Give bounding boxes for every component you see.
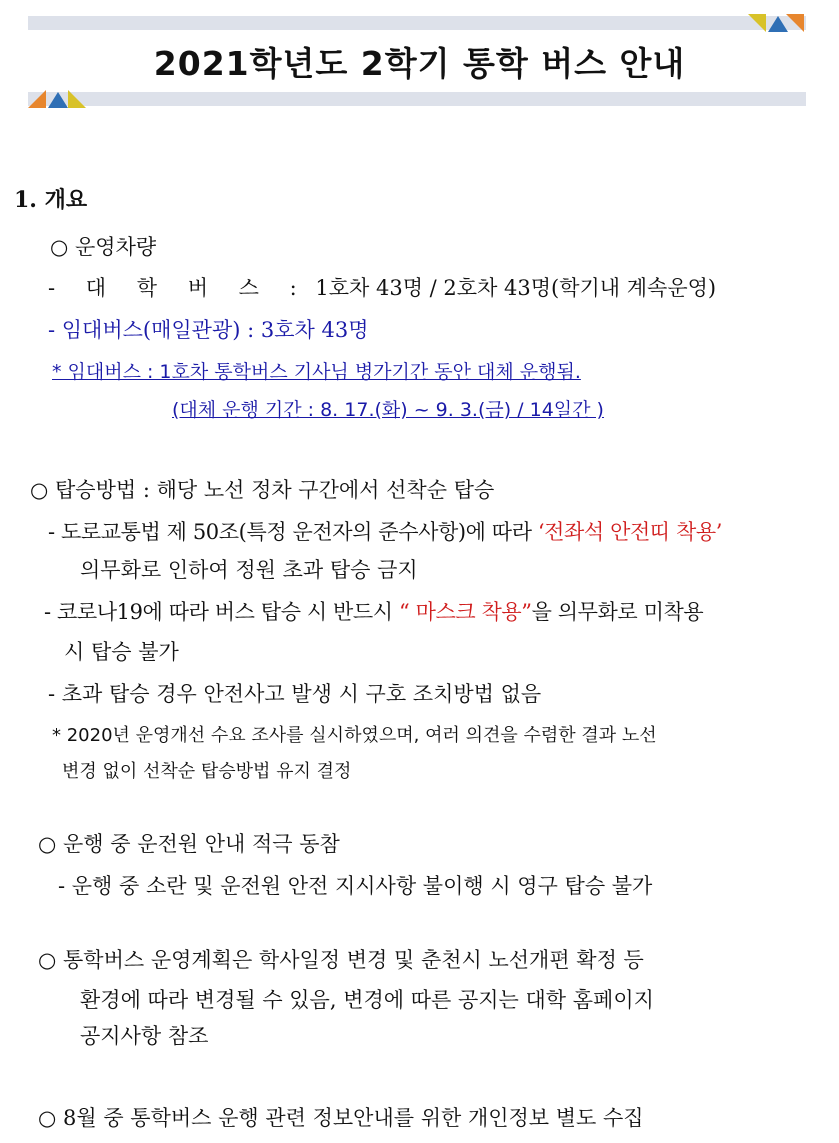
univ-bus-prefix: - 대 학 버 스 :: [48, 276, 309, 300]
vehicles-label: ○ 운영차량: [50, 235, 157, 259]
rental-bus-line: - 임대버스(매일관광) : 3호차 43명: [48, 318, 369, 342]
boarding-rule1: [48, 518, 722, 546]
corner-triangles-top-icon: [748, 14, 804, 32]
orange-triangle-icon: [28, 90, 46, 108]
driver-rule: - 운행 중 소란 및 운전원 안전 지시사항 불이행 시 영구 탑승 불가: [58, 874, 653, 898]
plan-line3: 공지사항 참조: [80, 1024, 209, 1048]
section-heading: 1. 개요: [14, 187, 88, 213]
boarding-rule2-text: - 코로나19에 따라 버스 탑승 시 반드시: [44, 600, 399, 624]
boarding-note-line1: * 2020년 운영개선 수요 조사를 실시하였으며, 여러 의견을 수렴한 결과 노선: [52, 725, 657, 746]
rental-note-line1: * 임대버스 : 1호차 통학버스 기사님 병가기간 동안 대체 운행됨.: [52, 361, 581, 383]
header-bottom-band: [28, 92, 806, 106]
plan-line2: 환경에 따라 변경될 수 있음, 변경에 따른 공지는 대학 홈페이지: [80, 988, 654, 1012]
corner-triangles-bottom-icon: [28, 90, 88, 108]
boarding-rule2: [44, 598, 703, 626]
boarding-rule2-tail: 을 의무화로 미착용: [531, 600, 704, 624]
privacy-line1: ○ 8월 중 통학버스 운행 관련 정보안내를 위한 개인정보 별도 수집: [38, 1106, 644, 1130]
plan-line1: ○ 통학버스 운영계획은 학사일정 변경 및 춘천시 노선개편 확정 등: [38, 948, 644, 972]
mask-emphasis: “ 마스크 착용”: [398, 600, 532, 624]
boarding-label: ○ 탑승방법 : 해당 노선 정차 구간에서 선착순 탑승: [30, 478, 495, 502]
boarding-note-line2: 변경 없이 선착순 탑승방법 유지 결정: [62, 761, 352, 782]
rental-note-line2: (대체 운행 기간 : 8. 17.(화) ~ 9. 3.(금) / 14일간 ): [172, 399, 604, 421]
blue-triangle-icon: [768, 16, 788, 32]
yellow-triangle-icon: [68, 90, 86, 108]
seatbelt-emphasis: ‘전좌석 안전띠 착용’: [537, 520, 723, 544]
orange-triangle-icon: [786, 14, 804, 32]
yellow-triangle-icon: [748, 14, 766, 32]
header-top-band: [28, 16, 806, 30]
page-title: 2021학년도 2학기 통학 버스 안내: [153, 44, 686, 83]
boarding-rule2-cont: 시 탑승 불가: [64, 640, 179, 664]
boarding-rule3: - 초과 탑승 경우 안전사고 발생 시 구호 조치방법 없음: [48, 682, 542, 706]
boarding-rule1-cont: 의무화로 인하여 정원 초과 탑승 금지: [80, 558, 418, 582]
driver-label: ○ 운행 중 운전원 안내 적극 동참: [38, 832, 340, 856]
univ-bus-detail: 1호차 43명 / 2호차 43명(학기내 계속운영): [315, 276, 717, 300]
univ-bus-line: [48, 274, 716, 302]
boarding-rule1-text: - 도로교통법 제 50조(특정 운전자의 준수사항)에 따라: [48, 520, 538, 544]
blue-triangle-icon: [48, 92, 68, 108]
